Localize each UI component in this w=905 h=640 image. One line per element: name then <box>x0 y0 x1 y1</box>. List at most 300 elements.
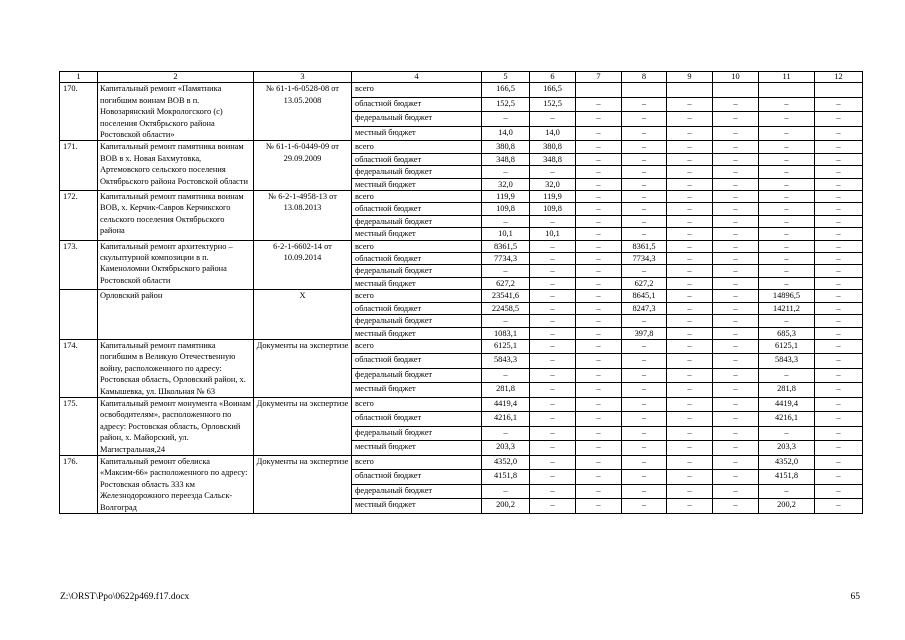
budget-type: местный бюджет <box>352 499 482 514</box>
value-cell: – <box>815 397 863 412</box>
value-cell: – <box>815 441 863 456</box>
value-cell: – <box>815 228 863 240</box>
column-header: 2 <box>98 72 254 83</box>
column-header: 7 <box>576 72 622 83</box>
value-cell: – <box>530 339 576 354</box>
value-cell: – <box>815 383 863 398</box>
value-cell: 4352,0 <box>482 455 530 470</box>
value-cell <box>667 83 713 98</box>
document-ref: № 6-2-1-4958-13 от 13.08.2013 <box>254 191 352 241</box>
value-cell: 200,2 <box>759 499 815 514</box>
budget-type: всего <box>352 455 482 470</box>
value-cell: – <box>622 265 667 277</box>
value-cell: 4352,0 <box>759 455 815 470</box>
column-header: 1 <box>60 72 98 83</box>
value-cell: 23541,6 <box>482 290 530 302</box>
value-cell: – <box>667 178 713 190</box>
value-cell: – <box>576 277 622 289</box>
value-cell: – <box>530 441 576 456</box>
table-row <box>60 455 863 470</box>
value-cell: – <box>576 412 622 427</box>
value-cell: 14,0 <box>530 126 576 141</box>
value-cell: – <box>667 426 713 441</box>
value-cell: – <box>530 302 576 314</box>
value-cell: 281,8 <box>482 383 530 398</box>
table-row <box>60 83 863 98</box>
table-body <box>60 72 863 514</box>
value-cell: 380,8 <box>482 141 530 153</box>
value-cell: – <box>622 97 667 112</box>
value-cell: – <box>815 412 863 427</box>
value-cell: 109,8 <box>530 203 576 215</box>
value-cell: – <box>667 191 713 203</box>
value-cell: – <box>530 265 576 277</box>
value-cell: 380,8 <box>530 141 576 153</box>
value-cell: 14896,5 <box>759 290 815 302</box>
value-cell: – <box>530 315 576 327</box>
value-cell: 32,0 <box>530 178 576 190</box>
value-cell: 203,3 <box>759 441 815 456</box>
object-name: Капитальный ремонт архитектурно – скульптурной композиции в п. Каменоломни Октябрьского района Ростовской области <box>98 240 254 290</box>
budget-type: местный бюджет <box>352 327 482 339</box>
value-cell: – <box>815 265 863 277</box>
value-cell: – <box>713 166 759 178</box>
budget-type: областной бюджет <box>352 412 482 427</box>
value-cell: 4419,4 <box>759 397 815 412</box>
value-cell: – <box>667 397 713 412</box>
value-cell: – <box>576 240 622 252</box>
budget-type: федеральный бюджет <box>352 315 482 327</box>
value-cell: – <box>576 112 622 127</box>
value-cell: – <box>759 368 815 383</box>
value-cell: – <box>759 126 815 141</box>
value-cell: 22458,5 <box>482 302 530 314</box>
budget-type: всего <box>352 191 482 203</box>
value-cell: – <box>713 178 759 190</box>
budget-type: всего <box>352 240 482 252</box>
value-cell: – <box>667 112 713 127</box>
value-cell: – <box>576 215 622 227</box>
budget-type: всего <box>352 83 482 98</box>
value-cell: – <box>759 203 815 215</box>
value-cell: 10,1 <box>482 228 530 240</box>
value-cell: – <box>759 265 815 277</box>
value-cell: – <box>576 97 622 112</box>
value-cell: – <box>482 426 530 441</box>
value-cell: 627,2 <box>622 277 667 289</box>
value-cell: – <box>815 277 863 289</box>
value-cell <box>622 83 667 98</box>
value-cell: – <box>759 484 815 499</box>
value-cell: – <box>576 191 622 203</box>
value-cell: – <box>815 455 863 470</box>
value-cell: – <box>530 240 576 252</box>
value-cell: – <box>530 426 576 441</box>
value-cell: – <box>576 426 622 441</box>
value-cell: – <box>622 141 667 153</box>
budget-type: областной бюджет <box>352 153 482 165</box>
value-cell: – <box>713 455 759 470</box>
column-header: 9 <box>667 72 713 83</box>
value-cell: – <box>482 368 530 383</box>
value-cell: – <box>815 203 863 215</box>
document-ref: 6-2-1-6602-14 от 10.09.2014 <box>254 240 352 290</box>
value-cell: – <box>576 315 622 327</box>
value-cell: 7734,3 <box>622 253 667 265</box>
budget-type: областной бюджет <box>352 203 482 215</box>
value-cell: 119,9 <box>482 191 530 203</box>
value-cell: 14,0 <box>482 126 530 141</box>
document-ref: Документы на экспертизе <box>254 455 352 513</box>
value-cell: – <box>576 383 622 398</box>
value-cell: – <box>576 166 622 178</box>
value-cell: – <box>482 112 530 127</box>
value-cell: – <box>713 290 759 302</box>
row-number: 174. <box>60 339 98 397</box>
value-cell: – <box>713 426 759 441</box>
value-cell: – <box>530 455 576 470</box>
value-cell: – <box>622 484 667 499</box>
value-cell: – <box>713 277 759 289</box>
budget-type: местный бюджет <box>352 228 482 240</box>
value-cell: 7734,3 <box>482 253 530 265</box>
value-cell: – <box>482 215 530 227</box>
value-cell: 8247,3 <box>622 302 667 314</box>
value-cell: – <box>622 339 667 354</box>
value-cell: 6125,1 <box>482 339 530 354</box>
object-name: Капитальный ремонт монумента «Воинам освободителям», расположенного по адресу: Ростовская область, Орловский район, х. Майорский, ул. Магистральная,24 <box>98 397 254 455</box>
row-number: 176. <box>60 455 98 513</box>
budget-type: местный бюджет <box>352 383 482 398</box>
value-cell: – <box>530 166 576 178</box>
value-cell: – <box>815 253 863 265</box>
value-cell: – <box>482 166 530 178</box>
value-cell: – <box>713 368 759 383</box>
document-ref: Х <box>254 290 352 340</box>
value-cell: – <box>622 228 667 240</box>
budget-type: местный бюджет <box>352 178 482 190</box>
budget-type: федеральный бюджет <box>352 166 482 178</box>
column-header: 5 <box>482 72 530 83</box>
value-cell: – <box>759 215 815 227</box>
value-cell: – <box>667 126 713 141</box>
value-cell: 8645,1 <box>622 290 667 302</box>
budget-type: областной бюджет <box>352 302 482 314</box>
column-header: 10 <box>713 72 759 83</box>
value-cell: – <box>713 412 759 427</box>
value-cell: – <box>667 141 713 153</box>
value-cell: – <box>622 499 667 514</box>
value-cell: – <box>713 240 759 252</box>
value-cell <box>576 83 622 98</box>
value-cell: – <box>759 112 815 127</box>
value-cell: 4216,1 <box>482 412 530 427</box>
budget-type: местный бюджет <box>352 126 482 141</box>
value-cell: – <box>713 191 759 203</box>
value-cell: – <box>667 441 713 456</box>
value-cell: 109,8 <box>482 203 530 215</box>
value-cell: – <box>815 178 863 190</box>
value-cell: – <box>815 327 863 339</box>
value-cell: – <box>667 484 713 499</box>
value-cell: – <box>530 470 576 485</box>
value-cell: – <box>576 354 622 369</box>
document-ref: № 61-1-6-0528-08 от 13.05.2008 <box>254 83 352 141</box>
value-cell: – <box>713 215 759 227</box>
value-cell: – <box>482 265 530 277</box>
value-cell: – <box>576 368 622 383</box>
budget-type: федеральный бюджет <box>352 368 482 383</box>
value-cell: – <box>759 277 815 289</box>
value-cell: – <box>759 166 815 178</box>
value-cell: – <box>815 126 863 141</box>
value-cell: – <box>530 277 576 289</box>
value-cell: – <box>713 265 759 277</box>
value-cell: – <box>667 215 713 227</box>
column-header: 3 <box>254 72 352 83</box>
value-cell: 1083,1 <box>482 327 530 339</box>
value-cell: – <box>815 215 863 227</box>
value-cell: – <box>713 141 759 153</box>
value-cell: 32,0 <box>482 178 530 190</box>
value-cell: – <box>713 441 759 456</box>
value-cell: 152,5 <box>530 97 576 112</box>
value-cell: 281,8 <box>759 383 815 398</box>
value-cell: – <box>815 302 863 314</box>
value-cell: – <box>759 240 815 252</box>
value-cell <box>815 83 863 98</box>
value-cell: – <box>667 455 713 470</box>
value-cell: – <box>713 484 759 499</box>
value-cell: – <box>576 484 622 499</box>
table-row <box>60 339 863 354</box>
value-cell <box>713 83 759 98</box>
value-cell: – <box>713 397 759 412</box>
budget-type: всего <box>352 397 482 412</box>
budget-type: федеральный бюджет <box>352 215 482 227</box>
value-cell: – <box>482 315 530 327</box>
value-cell: 6125,1 <box>759 339 815 354</box>
row-number: 170. <box>60 83 98 141</box>
budget-type: областной бюджет <box>352 354 482 369</box>
value-cell: – <box>667 166 713 178</box>
value-cell: – <box>667 354 713 369</box>
value-cell: – <box>622 166 667 178</box>
budget-table <box>59 71 863 514</box>
value-cell: – <box>622 191 667 203</box>
value-cell: – <box>667 97 713 112</box>
object-name: Капитальный ремонт памятника воинам ВОВ, х. Керчик-Савров Керчикского сельского поселения Октябрьского района <box>98 191 254 241</box>
table-row <box>60 397 863 412</box>
row-number: 175. <box>60 397 98 455</box>
value-cell: – <box>667 153 713 165</box>
value-cell: – <box>759 178 815 190</box>
document-page <box>59 71 862 514</box>
object-name: Капитальный ремонт обелиска «Максим-66» расположенного по адресу: Ростовская область 333 км Железнодорожного переезда Сальск-Волгоград <box>98 455 254 513</box>
value-cell: – <box>815 354 863 369</box>
value-cell: 627,2 <box>482 277 530 289</box>
value-cell: – <box>713 112 759 127</box>
value-cell: – <box>667 368 713 383</box>
value-cell: – <box>622 368 667 383</box>
value-cell: – <box>815 315 863 327</box>
object-name: Капитальный ремонт «Памятника погибшим воинам ВОВ в п. Новозарянский Мокрологского (с) поселения Октябрьского района Ростовской области» <box>98 83 254 141</box>
value-cell: – <box>667 412 713 427</box>
value-cell: – <box>667 203 713 215</box>
value-cell: – <box>622 426 667 441</box>
value-cell: – <box>667 290 713 302</box>
value-cell: 685,3 <box>759 327 815 339</box>
budget-type: федеральный бюджет <box>352 426 482 441</box>
value-cell: 119,9 <box>530 191 576 203</box>
value-cell: – <box>815 499 863 514</box>
budget-type: всего <box>352 339 482 354</box>
value-cell: 4151,8 <box>759 470 815 485</box>
value-cell: – <box>667 277 713 289</box>
value-cell: – <box>759 426 815 441</box>
value-cell: 348,8 <box>530 153 576 165</box>
value-cell: – <box>713 153 759 165</box>
value-cell: – <box>713 253 759 265</box>
value-cell: – <box>622 112 667 127</box>
value-cell: 10,1 <box>530 228 576 240</box>
value-cell: 203,3 <box>482 441 530 456</box>
document-ref: Документы на экспертизе <box>254 397 352 455</box>
value-cell: – <box>713 97 759 112</box>
value-cell: – <box>576 178 622 190</box>
value-cell: – <box>667 302 713 314</box>
value-cell: – <box>713 470 759 485</box>
value-cell: 166,5 <box>530 83 576 98</box>
value-cell: – <box>713 354 759 369</box>
budget-type: местный бюджет <box>352 441 482 456</box>
value-cell: – <box>667 470 713 485</box>
budget-type: областной бюджет <box>352 470 482 485</box>
value-cell: – <box>576 470 622 485</box>
object-name: Капитальный ремонт памятника погибшим в Великую Отечественную войну, расположенного по адресу: Ростовская область, Орловский район, х. Камышевка, ул. Школьная № 63 <box>98 339 254 397</box>
value-cell: – <box>713 315 759 327</box>
value-cell: – <box>622 215 667 227</box>
value-cell: – <box>530 368 576 383</box>
value-cell: – <box>576 228 622 240</box>
value-cell: – <box>622 412 667 427</box>
value-cell: – <box>576 253 622 265</box>
value-cell: – <box>713 383 759 398</box>
value-cell: – <box>576 265 622 277</box>
table-row <box>60 290 863 302</box>
table-row <box>60 240 863 252</box>
object-name: Капитальный ремонт памятника воинам ВОВ в х. Новая Бахмутовка, Артемовского сельского поселения Октябрьского района Ростовской области <box>98 141 254 191</box>
value-cell: – <box>622 153 667 165</box>
column-header: 6 <box>530 72 576 83</box>
table-row <box>60 191 863 203</box>
value-cell: – <box>713 327 759 339</box>
value-cell: – <box>815 290 863 302</box>
row-number: 171. <box>60 141 98 191</box>
value-cell: 397,8 <box>622 327 667 339</box>
value-cell: 4419,4 <box>482 397 530 412</box>
value-cell: – <box>576 499 622 514</box>
value-cell: 200,2 <box>482 499 530 514</box>
column-header: 4 <box>352 72 482 83</box>
value-cell: – <box>667 253 713 265</box>
value-cell: – <box>622 455 667 470</box>
value-cell: 152,5 <box>482 97 530 112</box>
value-cell: – <box>530 253 576 265</box>
document-ref: Документы на экспертизе <box>254 339 352 397</box>
value-cell: – <box>759 253 815 265</box>
value-cell: – <box>667 499 713 514</box>
column-header: 11 <box>759 72 815 83</box>
value-cell: – <box>713 302 759 314</box>
value-cell: – <box>576 441 622 456</box>
value-cell: – <box>815 339 863 354</box>
value-cell: – <box>713 499 759 514</box>
value-cell: – <box>759 191 815 203</box>
value-cell: – <box>667 228 713 240</box>
value-cell: – <box>482 484 530 499</box>
budget-type: всего <box>352 141 482 153</box>
column-header: 8 <box>622 72 667 83</box>
value-cell: – <box>530 354 576 369</box>
row-number: 172. <box>60 191 98 241</box>
value-cell: 4216,1 <box>759 412 815 427</box>
value-cell: – <box>759 97 815 112</box>
value-cell <box>759 83 815 98</box>
value-cell: – <box>530 327 576 339</box>
value-cell: – <box>815 368 863 383</box>
value-cell: – <box>530 215 576 227</box>
value-cell: – <box>713 228 759 240</box>
value-cell: – <box>530 290 576 302</box>
budget-type: федеральный бюджет <box>352 484 482 499</box>
value-cell: – <box>815 426 863 441</box>
value-cell: – <box>667 265 713 277</box>
value-cell: – <box>622 383 667 398</box>
value-cell: – <box>530 383 576 398</box>
value-cell: – <box>622 203 667 215</box>
value-cell: 166,5 <box>482 83 530 98</box>
value-cell: – <box>530 484 576 499</box>
value-cell: – <box>576 327 622 339</box>
value-cell: – <box>759 141 815 153</box>
budget-type: всего <box>352 290 482 302</box>
value-cell: 14211,2 <box>759 302 815 314</box>
document-ref: № 61-1-6-0449-09 от 29.09.2009 <box>254 141 352 191</box>
value-cell: – <box>815 141 863 153</box>
value-cell: – <box>815 153 863 165</box>
budget-type: областной бюджет <box>352 253 482 265</box>
value-cell: – <box>622 397 667 412</box>
row-number <box>60 290 98 340</box>
value-cell: – <box>530 397 576 412</box>
value-cell: – <box>815 112 863 127</box>
value-cell: 4151,8 <box>482 470 530 485</box>
value-cell: – <box>530 412 576 427</box>
value-cell: – <box>622 441 667 456</box>
file-path: Z:\ORST\Ppo\0622p469.f17.docx <box>60 592 190 602</box>
value-cell: 8361,5 <box>482 240 530 252</box>
value-cell: – <box>759 228 815 240</box>
value-cell: – <box>759 315 815 327</box>
value-cell: – <box>576 339 622 354</box>
value-cell: – <box>667 240 713 252</box>
row-number: 173. <box>60 240 98 290</box>
value-cell: – <box>622 126 667 141</box>
value-cell: – <box>713 203 759 215</box>
value-cell: – <box>576 455 622 470</box>
budget-type: областной бюджет <box>352 97 482 112</box>
